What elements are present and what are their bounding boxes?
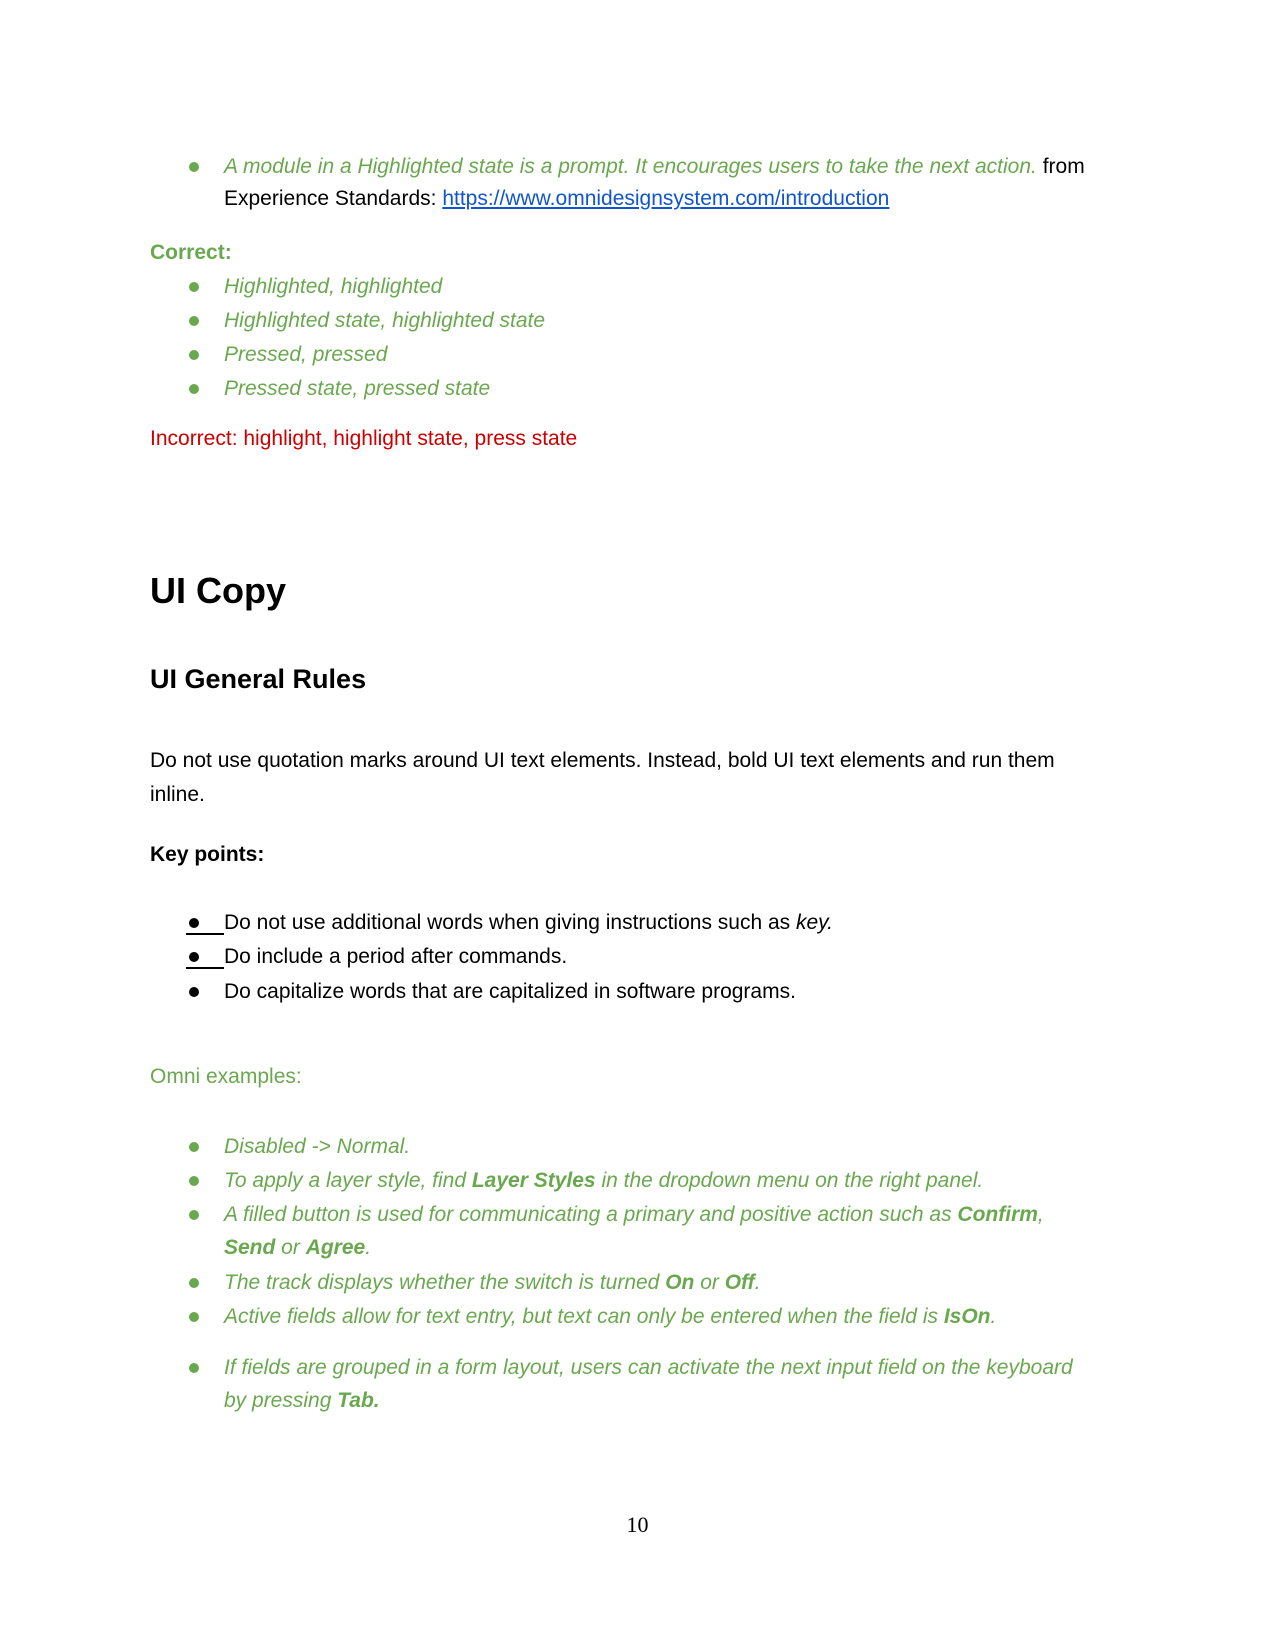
- intro-from: from: [1042, 155, 1085, 178]
- text-run: ,: [1037, 1203, 1044, 1226]
- correct-label: Correct:: [150, 241, 232, 264]
- key-point-text: Do include a period after commands.: [224, 945, 568, 968]
- text-run: .: [754, 1271, 761, 1294]
- examples-label: Omni examples:: [150, 1065, 302, 1088]
- key-point-text: Do capitalize words that are capitalized in software programs.: [224, 980, 796, 1003]
- correct-item: Highlighted state, highlighted state: [224, 309, 546, 332]
- ui-term: Layer Styles: [471, 1169, 596, 1192]
- example-text: [224, 1198, 1084, 1264]
- ui-term: Tab.: [337, 1389, 380, 1412]
- source-link[interactable]: https://www.omnidesignsystem.com/introduction: [442, 187, 890, 210]
- ui-term: Send: [224, 1236, 276, 1259]
- text-run: If fields are grouped in a form layout, users can activate the next input field on the keyboard by pressing: [224, 1356, 1073, 1412]
- example-text: [224, 1164, 983, 1197]
- rule-paragraph: Do not use quotation marks around UI text elements. Instead, bold UI text elements and run them inline.: [150, 749, 1055, 806]
- example-text: [224, 1266, 761, 1299]
- text-run: Active fields allow for text entry, but text can only be entered when the field is: [224, 1305, 944, 1328]
- source-label: Experience Standards:: [224, 187, 437, 210]
- key-point-emphasis: key.: [796, 911, 833, 934]
- ui-term: On: [665, 1271, 695, 1294]
- text-run: A filled button is used for communicating a primary and positive action such as: [224, 1203, 958, 1226]
- intro-text: [224, 150, 1085, 183]
- ui-term: Confirm: [957, 1203, 1038, 1226]
- section-title: UI Copy: [150, 570, 287, 611]
- correct-item: Pressed state, pressed state: [224, 377, 491, 400]
- ui-term: Agree: [305, 1236, 366, 1259]
- key-point-pre: Do not use additional words when giving instructions such as: [224, 911, 791, 934]
- example-text: [224, 1300, 996, 1333]
- example-text: [224, 1351, 1084, 1417]
- text-run: .: [990, 1305, 997, 1328]
- text-run: in the dropdown menu on the right panel.: [595, 1169, 984, 1192]
- intro-quote: A module in a Highlighted state is a prompt. It encourages users to take the next action.: [224, 155, 1037, 178]
- incorrect-line: Incorrect: highlight, highlight state, press state: [150, 427, 578, 450]
- subsection-title: UI General Rules: [150, 664, 367, 694]
- correct-item: Pressed, pressed: [224, 343, 388, 366]
- key-points-label: Key points:: [150, 843, 265, 866]
- example-text: Disabled -> Normal.: [224, 1135, 411, 1158]
- correct-item: Highlighted, highlighted: [224, 275, 443, 298]
- intro-source-line: [224, 182, 889, 215]
- key-point-text: [224, 906, 833, 939]
- ui-term: Off: [724, 1271, 755, 1294]
- page-number: 10: [626, 1512, 649, 1537]
- text-run: To apply a layer style, find: [224, 1169, 472, 1192]
- text-run: or: [694, 1271, 725, 1294]
- ui-term: IsOn: [943, 1305, 991, 1328]
- text-run: or: [275, 1236, 306, 1259]
- text-run: .: [365, 1236, 372, 1259]
- text-run: The track displays whether the switch is turned: [224, 1271, 666, 1294]
